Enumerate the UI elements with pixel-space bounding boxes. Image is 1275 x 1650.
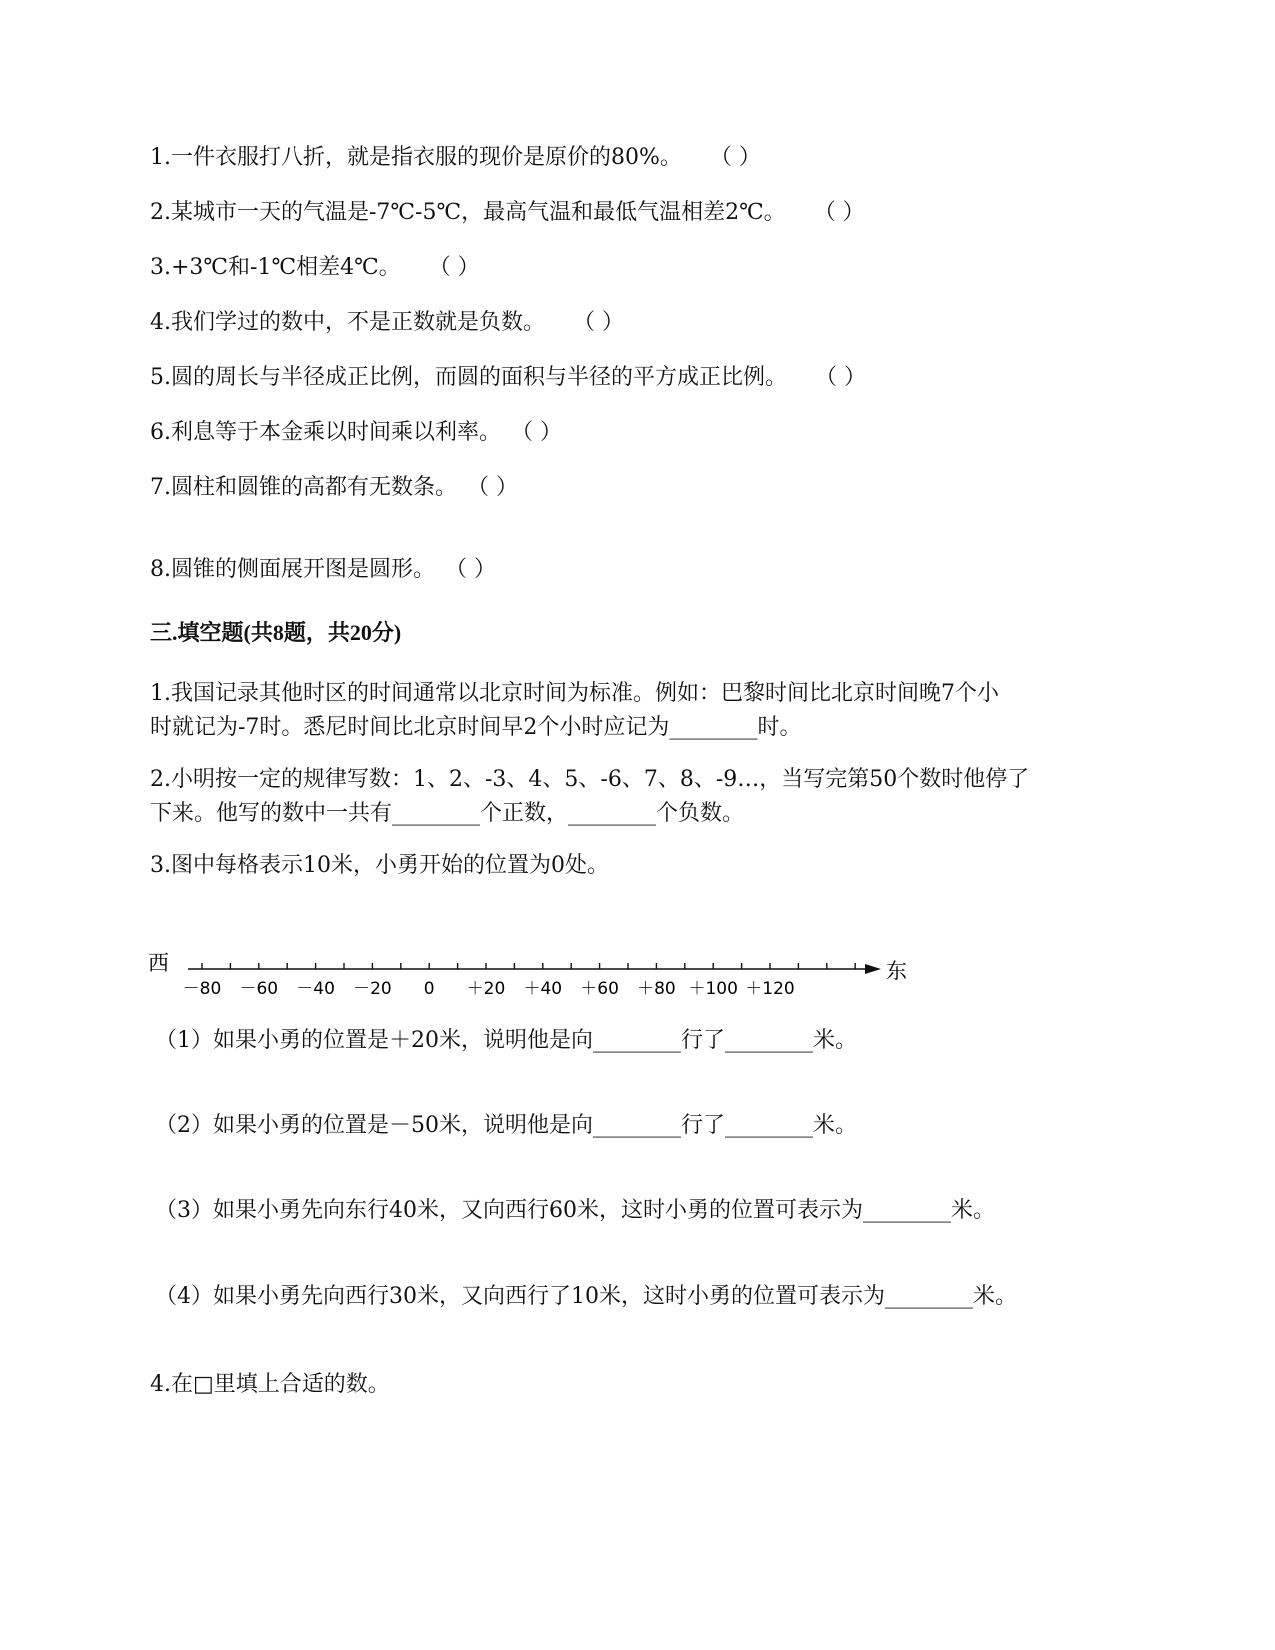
tick-label: ＋100 xyxy=(688,979,738,999)
fill-q2-text-end: 个负数。 xyxy=(656,801,745,826)
fill-q1-text: 时就记为-7时。悉尼时间比北京时间早2个小时应记为 xyxy=(150,715,670,740)
sub-text-mid: 行了 xyxy=(681,1113,726,1138)
answer-paren[interactable]: （ ） xyxy=(813,200,865,225)
tick-label: ＋20 xyxy=(466,979,506,999)
answer-blank[interactable]: ________ xyxy=(885,1284,973,1309)
judge-item-6 xyxy=(150,417,562,449)
number-line-labels xyxy=(183,979,795,999)
answer-blank[interactable]: ________ xyxy=(568,801,657,826)
judge-text: 6.利息等于本金乘以时间乘以利率。 xyxy=(150,420,501,445)
sub-text: （1）如果小勇的位置是＋20米，说明他是向 xyxy=(155,1028,593,1053)
judge-text: 1.一件衣服打八折，就是指衣服的现价是原价的80%。 xyxy=(150,145,682,170)
judge-text: 8.圆锥的侧面展开图是圆形。 xyxy=(150,557,435,582)
sub-text-end: 米。 xyxy=(813,1113,858,1138)
answer-blank[interactable]: ________ xyxy=(593,1113,681,1138)
fill-q2-text-mid: 个正数， xyxy=(480,801,569,826)
sub-text: （4）如果小勇先向西行30米，又向西行了10米，这时小勇的位置可表示为 xyxy=(155,1284,885,1309)
fill-q3-sub-1 xyxy=(155,1025,857,1057)
tick-label: ＋80 xyxy=(637,979,676,999)
west-label: 西 xyxy=(148,951,169,975)
answer-blank[interactable]: ________ xyxy=(863,1198,951,1223)
fill-q2-line1: 2.小明按一定的规律写数：1、2、-3、4、5、-6、7、8、-9…，当写完第50个数时他停了 xyxy=(150,767,1030,792)
answer-paren[interactable]: （ ） xyxy=(511,420,562,445)
section-heading: 三.填空题(共8题，共20分) xyxy=(150,620,402,645)
fill-q4-text: 4.在□里填上合适的数。 xyxy=(150,1372,390,1397)
answer-paren[interactable]: （ ） xyxy=(573,310,624,335)
answer-blank[interactable]: ________ xyxy=(593,1028,681,1053)
number-line xyxy=(148,948,948,1010)
fill-q2-line2 xyxy=(150,798,744,830)
judge-item-7 xyxy=(150,472,518,504)
arrow-right-icon xyxy=(865,964,881,974)
judge-text: 2.某城市一天的气温是-7℃-5℃，最高气温和最低气温相差2℃。 xyxy=(150,200,786,225)
tick-label: －20 xyxy=(353,979,392,999)
judge-item-2 xyxy=(150,197,865,229)
fill-q3-sub-2 xyxy=(155,1110,857,1142)
tick-label: －40 xyxy=(296,979,335,999)
answer-paren[interactable]: （ ） xyxy=(467,475,518,500)
judge-item-3 xyxy=(150,252,480,284)
tick-label: －60 xyxy=(239,979,279,999)
fill-q3-text: 3.图中每格表示10米，小勇开始的位置为0处。 xyxy=(150,853,609,878)
tick-label: ＋40 xyxy=(523,979,563,999)
answer-paren[interactable]: （ ） xyxy=(428,255,480,280)
answer-paren[interactable]: （ ） xyxy=(709,145,761,170)
answer-paren[interactable]: （ ） xyxy=(815,365,866,390)
answer-blank[interactable]: ________ xyxy=(725,1113,814,1138)
judge-item-4 xyxy=(150,307,624,339)
sub-text-end: 米。 xyxy=(813,1028,858,1053)
sub-text-mid: 行了 xyxy=(681,1028,726,1053)
judge-text: 3.+3℃和-1℃相差4℃。 xyxy=(150,255,401,280)
tick-label: ＋60 xyxy=(580,979,619,999)
answer-blank[interactable]: ________ xyxy=(725,1028,814,1053)
answer-blank[interactable]: ________ xyxy=(669,715,758,740)
tick-label: －80 xyxy=(182,979,222,999)
answer-blank[interactable]: ________ xyxy=(392,801,481,826)
fill-q3-sub-3 xyxy=(155,1195,995,1227)
tick-label: ＋120 xyxy=(745,979,795,999)
sub-text-end: 米。 xyxy=(973,1284,1018,1309)
judge-item-1 xyxy=(150,142,761,174)
judge-item-8 xyxy=(150,554,496,586)
judge-text: 5.圆的周长与半径成正比例，而圆的面积与半径的平方成正比例。 xyxy=(150,365,787,390)
sub-text: （3）如果小勇先向东行40米，又向西行60米，这时小勇的位置可表示为 xyxy=(155,1198,863,1223)
fill-q2-text: 下来。他写的数中一共有 xyxy=(150,801,393,826)
fill-q1-text-end: 时。 xyxy=(757,715,802,740)
number-line-ticks xyxy=(202,963,855,969)
sub-text-end: 米。 xyxy=(951,1198,996,1223)
fill-q1-line1: 1.我国记录其他时区的时间通常以北京时间为标准。例如：巴黎时间比北京时间晚7个小 xyxy=(150,681,999,706)
tick-label: 0 xyxy=(423,979,435,999)
fill-q3-sub-4 xyxy=(155,1281,1017,1313)
sub-text: （2）如果小勇的位置是－50米，说明他是向 xyxy=(155,1113,593,1138)
judge-text: 7.圆柱和圆锥的高都有无数条。 xyxy=(150,475,457,500)
east-label: 东 xyxy=(886,959,907,983)
judge-item-5 xyxy=(150,362,866,394)
answer-paren[interactable]: （ ） xyxy=(445,557,496,582)
judge-text: 4.我们学过的数中，不是正数就是负数。 xyxy=(150,310,545,335)
fill-q1-line2 xyxy=(150,712,801,744)
